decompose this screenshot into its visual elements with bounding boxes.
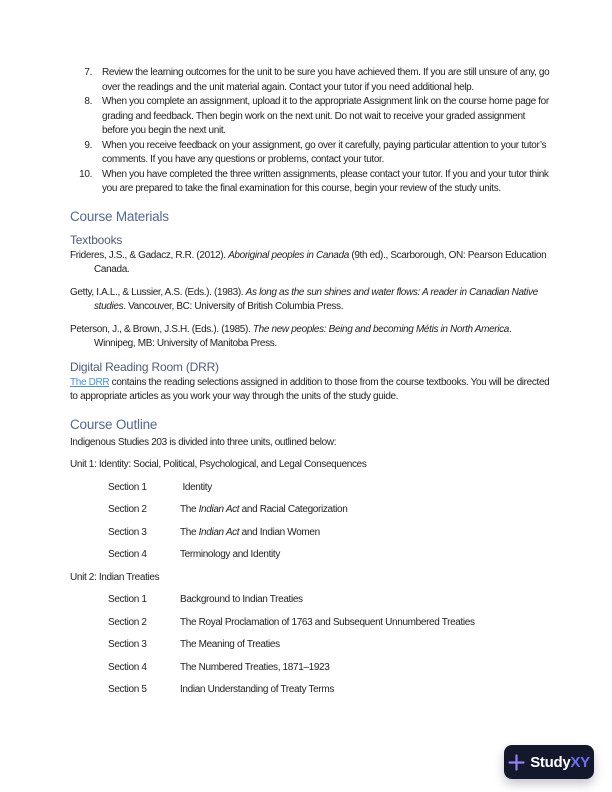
citation-title: The new peoples: Being and becoming Métis in North America xyxy=(252,323,510,335)
section-label: Section 3 xyxy=(108,639,147,650)
plus-icon xyxy=(508,754,525,771)
citation-title: Aboriginal peoples in Canada xyxy=(228,249,349,261)
drr-paragraph xyxy=(70,376,550,405)
section-row xyxy=(108,616,550,631)
list-item-text: When you have completed the three written assignments, please contact your tutor. If you and your tutor think you are prepared to take the final examination for this course, begin your review of the study units. xyxy=(102,168,552,194)
studyxy-logo xyxy=(504,745,594,779)
section-row xyxy=(108,683,550,698)
section-label: Section 4 xyxy=(108,661,147,673)
section-description: The Royal Proclamation of 1763 and Subsequent Unnumbered Treaties xyxy=(180,616,475,628)
section-description: The Indian Act and Racial Categorization xyxy=(180,504,348,515)
citation-text: (9th ed)., Scarborough, ON: Pearson Education Canada. xyxy=(94,249,549,275)
list-item xyxy=(70,168,550,197)
section-description: Background to Indian Treaties xyxy=(180,594,303,605)
section-label: Section 3 xyxy=(108,526,147,538)
list-item xyxy=(70,66,550,95)
unit-2-title: Unit 2: Indian Treaties xyxy=(70,571,160,583)
section-label: Section 1 xyxy=(108,594,147,605)
citation-getty xyxy=(70,286,550,315)
citation-text: . Winnipeg, MB: University of Manitoba Press. xyxy=(94,323,514,349)
list-item xyxy=(70,95,550,139)
citation-title: As long as the sun shines and water flows: A reader in Canadian Native studies xyxy=(94,286,541,312)
section-label: Section 4 xyxy=(108,549,147,560)
section-description: Terminology and Identity xyxy=(180,549,280,560)
section-label: Section 2 xyxy=(108,616,147,628)
list-item-number: 8. xyxy=(84,96,92,107)
instructions-list xyxy=(70,66,550,197)
list-item-number: 10. xyxy=(79,168,92,180)
citation-text: Frideres, J.S., & Gadacz, R.R. (2012). xyxy=(70,249,229,261)
section-description: The Meaning of Treaties xyxy=(180,639,280,650)
section-label: Section 2 xyxy=(108,504,147,515)
citation-text: . Vancouver, BC: University of British Columbia Press. xyxy=(123,301,344,312)
section-row xyxy=(108,548,550,563)
drr-heading: Digital Reading Room (DRR) xyxy=(70,359,219,374)
citation-text: Getty, I.A.L., & Lussier, A.S. (Eds.). (1983). xyxy=(70,286,246,298)
section-row xyxy=(108,503,550,518)
section-row xyxy=(108,526,550,541)
drr-paragraph-text: contains the reading selections assigned in addition to those from the course textbooks. You will be directed to appropriate articles as you work your way through the units of the study guide. xyxy=(70,376,552,402)
logo-xy-text: XY xyxy=(570,753,590,771)
outline-intro: Indigenous Studies 203 is divided into three units, outlined below: xyxy=(70,436,337,448)
list-item-text: When you complete an assignment, upload it to the appropriate Assignment link on the course home page for grading and feedback. Then begin work on the next unit. Do not wait to receive your graded assignment before you begin the next unit. xyxy=(102,96,552,136)
section-row xyxy=(108,661,550,676)
course-outline-heading: Course Outline xyxy=(70,416,158,432)
citation-peterson xyxy=(70,323,550,352)
list-item-text: When you receive feedback on your assignment, go over it carefully, paying particular attention to your tutor’s comments. If you have any questions or problems, contact your tutor. xyxy=(102,139,549,165)
section-description: The Numbered Treaties, 1871–1923 xyxy=(180,661,330,673)
course-materials-heading: Course Materials xyxy=(70,208,169,224)
section-row xyxy=(108,481,550,496)
list-item-number: 7. xyxy=(84,67,92,78)
list-item-text: Review the learning outcomes for the unit to be sure you have achieved them. If you are still unsure of any, go over the readings and the unit material again. Contact your tutor if you need additional help. xyxy=(102,67,552,93)
drr-link[interactable]: The DRR xyxy=(70,376,110,388)
section-label: Section 1 xyxy=(108,481,147,493)
section-description: Identity xyxy=(180,481,212,493)
logo-wordmark xyxy=(530,755,590,770)
citation-text: Peterson, J., & Brown, J.S.H. (Eds.). (1985). xyxy=(70,323,253,335)
section-row xyxy=(108,593,550,608)
citation-frideres xyxy=(70,249,550,278)
list-item-number: 9. xyxy=(84,139,92,151)
logo-study-text: Study xyxy=(530,753,571,771)
section-description: Indian Understanding of Treaty Terms xyxy=(180,684,334,695)
unit-1-title: Unit 1: Identity: Social, Political, Psychological, and Legal Consequences xyxy=(70,459,367,470)
list-item xyxy=(70,139,550,168)
section-row xyxy=(108,638,550,653)
section-label: Section 5 xyxy=(108,684,147,695)
section-description: The Indian Act and Indian Women xyxy=(180,526,320,538)
textbooks-heading: Textbooks xyxy=(70,232,123,247)
